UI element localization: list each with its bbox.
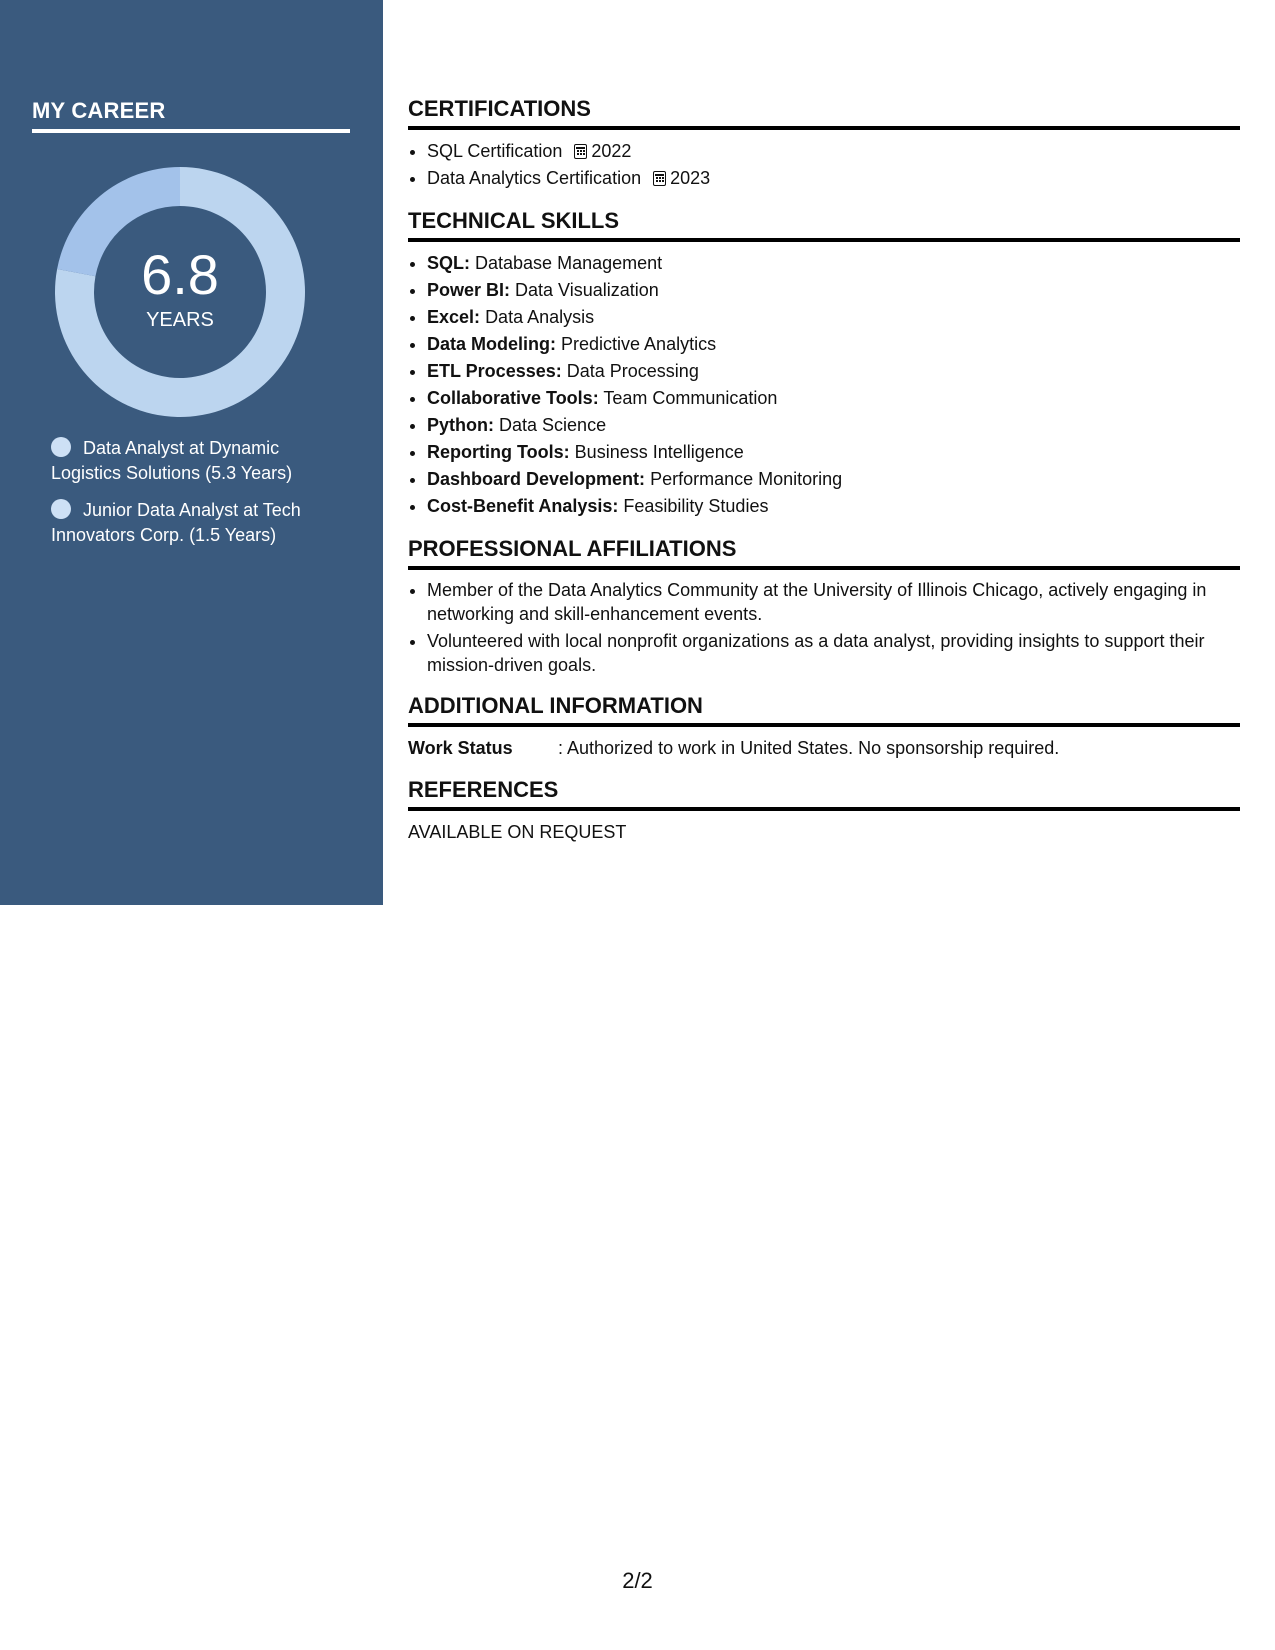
section-rule (408, 238, 1240, 242)
section-rule (408, 566, 1240, 570)
skill-name: SQL: (427, 253, 470, 273)
certification-name: Data Analytics Certification (427, 168, 642, 188)
section-title: TECHNICAL SKILLS (408, 208, 620, 233)
skill-name: Python: (427, 415, 494, 435)
skill-name: Data Modeling: (427, 334, 556, 354)
skills-section (408, 206, 1240, 520)
career-title: MY CAREER (32, 98, 166, 123)
list-item (427, 358, 1240, 385)
affiliations-list (408, 578, 1240, 677)
list-item (427, 412, 1240, 439)
list-item (427, 493, 1240, 520)
work-status-value: : Authorized to work in United States. No sponsorship required. (558, 738, 1060, 758)
references-section (408, 775, 1240, 845)
skill-desc: Team Communication (603, 388, 778, 408)
skill-name: Power BI: (427, 280, 511, 300)
legend-label: Data Analyst at Dynamic Logistics Solutions (5.3 Years) (51, 438, 293, 483)
work-status-key: Work Status (408, 738, 513, 758)
legend-item (51, 498, 341, 548)
certifications-section (408, 94, 1240, 192)
career-donut-chart (55, 167, 305, 417)
list-item (427, 277, 1240, 304)
list-item (427, 331, 1240, 358)
skill-desc: Data Science (499, 415, 607, 435)
skill-name: Reporting Tools: (427, 442, 570, 462)
skill-desc: Business Intelligence (574, 442, 744, 462)
certification-name: SQL Certification (427, 141, 563, 161)
section-title: PROFESSIONAL AFFILIATIONS (408, 536, 737, 561)
list-item (427, 304, 1240, 331)
skill-name: Collaborative Tools: (427, 388, 599, 408)
legend-label: Junior Data Analyst at Tech Innovators Corp. (1.5 Years) (51, 500, 301, 545)
page-number: 2/2 (622, 1568, 653, 1593)
certifications-list (408, 138, 1240, 192)
skill-desc: Database Management (475, 253, 663, 273)
skill-desc: Performance Monitoring (650, 469, 843, 489)
affiliations-section (408, 534, 1240, 677)
calendar-icon (653, 171, 666, 186)
calendar-icon (574, 144, 587, 159)
section-rule (408, 807, 1240, 811)
list-item: • Member of the Data Analytics Community at the University of Illinois Chicago, actively engaging in networking and skill-enhancement events. (427, 578, 1240, 626)
certification-year: 2023 (670, 168, 711, 188)
legend-item (51, 436, 341, 486)
list-item (427, 138, 1240, 165)
career-sidebar (0, 0, 383, 905)
list-item (427, 385, 1240, 412)
skills-list (408, 250, 1240, 520)
career-title-rule (32, 129, 350, 133)
list-item (427, 250, 1240, 277)
skill-desc: Data Visualization (515, 280, 659, 300)
skill-name: Cost-Benefit Analysis: (427, 496, 619, 516)
skill-desc: Data Processing (566, 361, 699, 381)
career-legend (51, 436, 341, 560)
legend-dot-icon (51, 437, 71, 457)
section-title: ADDITIONAL INFORMATION (408, 693, 703, 718)
main-content (408, 94, 1240, 845)
list-item (427, 439, 1240, 466)
certification-year: 2022 (591, 141, 632, 161)
section-title: REFERENCES (408, 777, 559, 802)
section-rule (408, 126, 1240, 130)
list-item (427, 165, 1240, 192)
skill-name: Dashboard Development: (427, 469, 646, 489)
additional-info-section (408, 691, 1240, 761)
section-title: CERTIFICATIONS (408, 96, 591, 121)
skill-desc: Data Analysis (485, 307, 595, 327)
total-years-value: 6.8 (141, 243, 219, 306)
skill-name: Excel: (427, 307, 481, 327)
list-item (427, 466, 1240, 493)
list-item: • Volunteered with local nonprofit organizations as a data analyst, providing insights to support their mission-driven goals. (427, 629, 1240, 677)
work-status-row (408, 735, 1240, 761)
references-text: AVAILABLE ON REQUEST (408, 822, 627, 842)
skill-desc: Predictive Analytics (561, 334, 717, 354)
skill-name: ETL Processes: (427, 361, 562, 381)
section-rule (408, 723, 1240, 727)
total-years-unit: YEARS (146, 309, 214, 331)
legend-dot-icon (51, 499, 71, 519)
skill-desc: Feasibility Studies (623, 496, 769, 516)
